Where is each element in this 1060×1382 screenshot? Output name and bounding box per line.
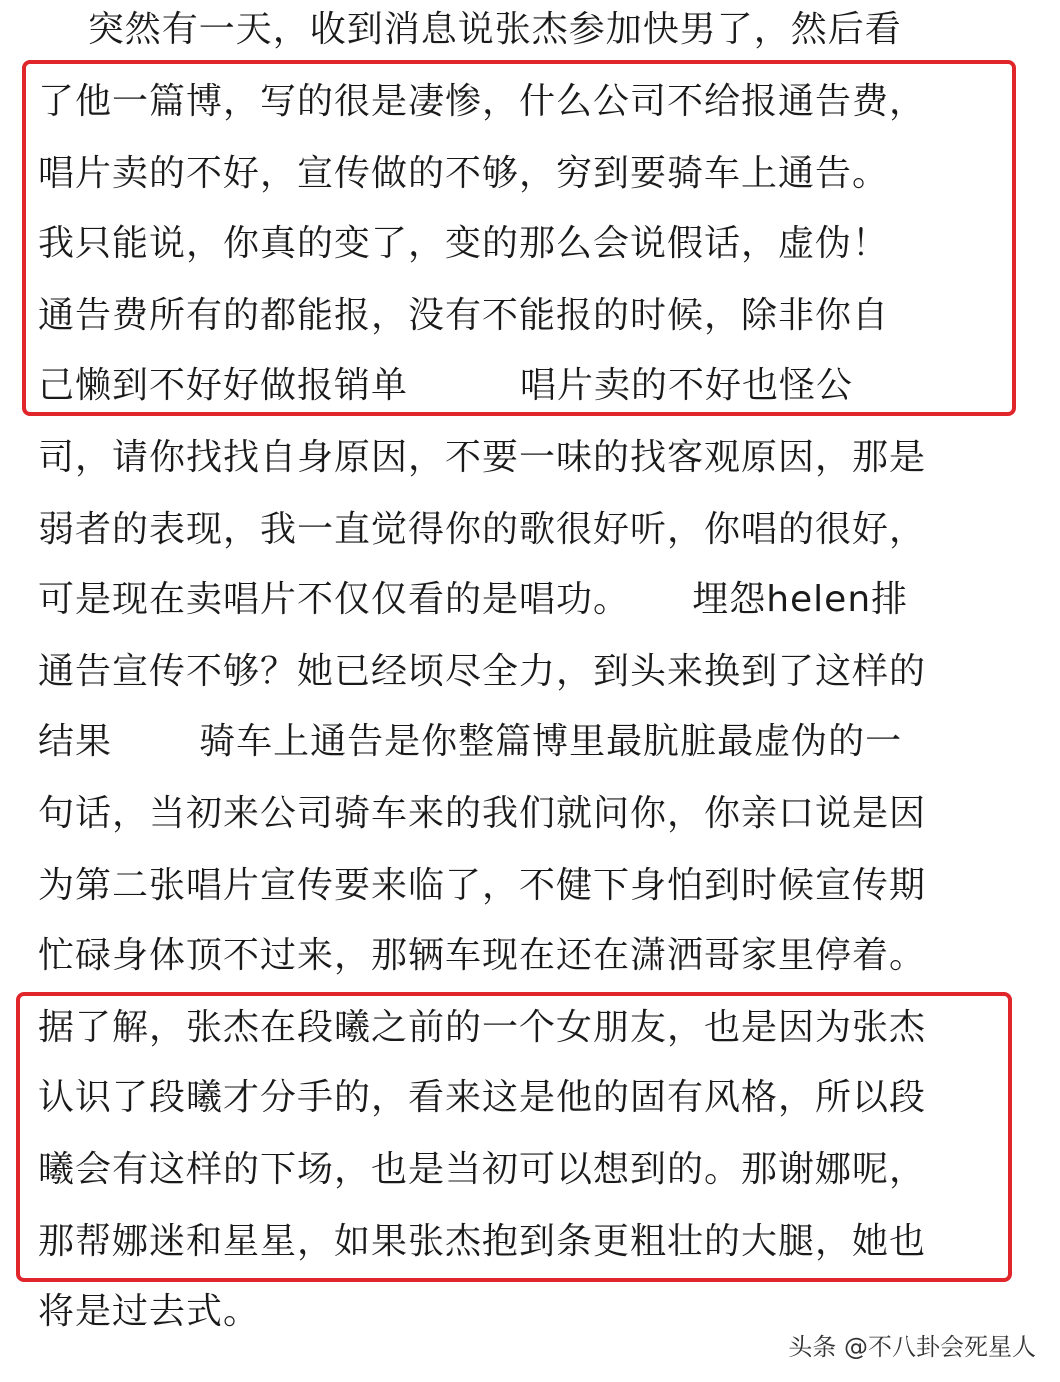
text-line: 曦会有这样的下场，也是当初可以想到的。那谢娜呢， — [38, 1149, 927, 1190]
text-line: 可是现在卖唱片不仅仅看的是唱功。 埋怨helen排 — [38, 579, 909, 620]
text-line: 句话，当初来公司骑车来的我们就问你，你亲口说是因 — [38, 793, 927, 834]
text-line: 己懒到不好好做报销单 唱片卖的不好也怪公 — [38, 365, 853, 406]
text-line: 通告费所有的都能报，没有不能报的时候，除非你自 — [38, 295, 890, 336]
text-line: 唱片卖的不好，宣传做的不够，穷到要骑车上通告。 — [38, 153, 890, 194]
text-line: 突然有一天，收到消息说张杰参加快男了，然后看 — [38, 9, 902, 50]
text-line: 我只能说，你真的变了，变的那么会说假话，虚伪！ — [38, 223, 890, 264]
text-line: 那帮娜迷和星星，如果张杰抱到条更粗壮的大腿，她也 — [38, 1221, 927, 1262]
text-line: 忙碌身体顶不过来，那辆车现在还在潇洒哥家里停着。 — [38, 935, 927, 976]
text-line: 结果 骑车上通告是你整篇博里最肮脏最虚伪的一 — [38, 721, 903, 762]
watermark: 头条 @不八卦会死星人 — [788, 1333, 1036, 1361]
text-line: 弱者的表现，我一直觉得你的歌很好听，你唱的很好， — [38, 509, 927, 550]
text-line: 认识了段曦才分手的，看来这是他的固有风格，所以段 — [38, 1077, 927, 1118]
text-line: 为第二张唱片宣传要来临了，不健下身怕到时候宣传期 — [38, 865, 927, 906]
text-line: 据了解，张杰在段曦之前的一个女朋友，也是因为张杰 — [38, 1007, 927, 1048]
text-line: 了他一篇博，写的很是凄惨，什么公司不给报通告费， — [38, 81, 927, 122]
text-line: 司，请你找找自身原因，不要一味的找客观原因，那是 — [38, 437, 927, 478]
text-line: 通告宣传不够？她已经顷尽全力，到头来换到了这样的 — [38, 651, 927, 692]
text-line: 将是过去式。 — [38, 1291, 261, 1332]
